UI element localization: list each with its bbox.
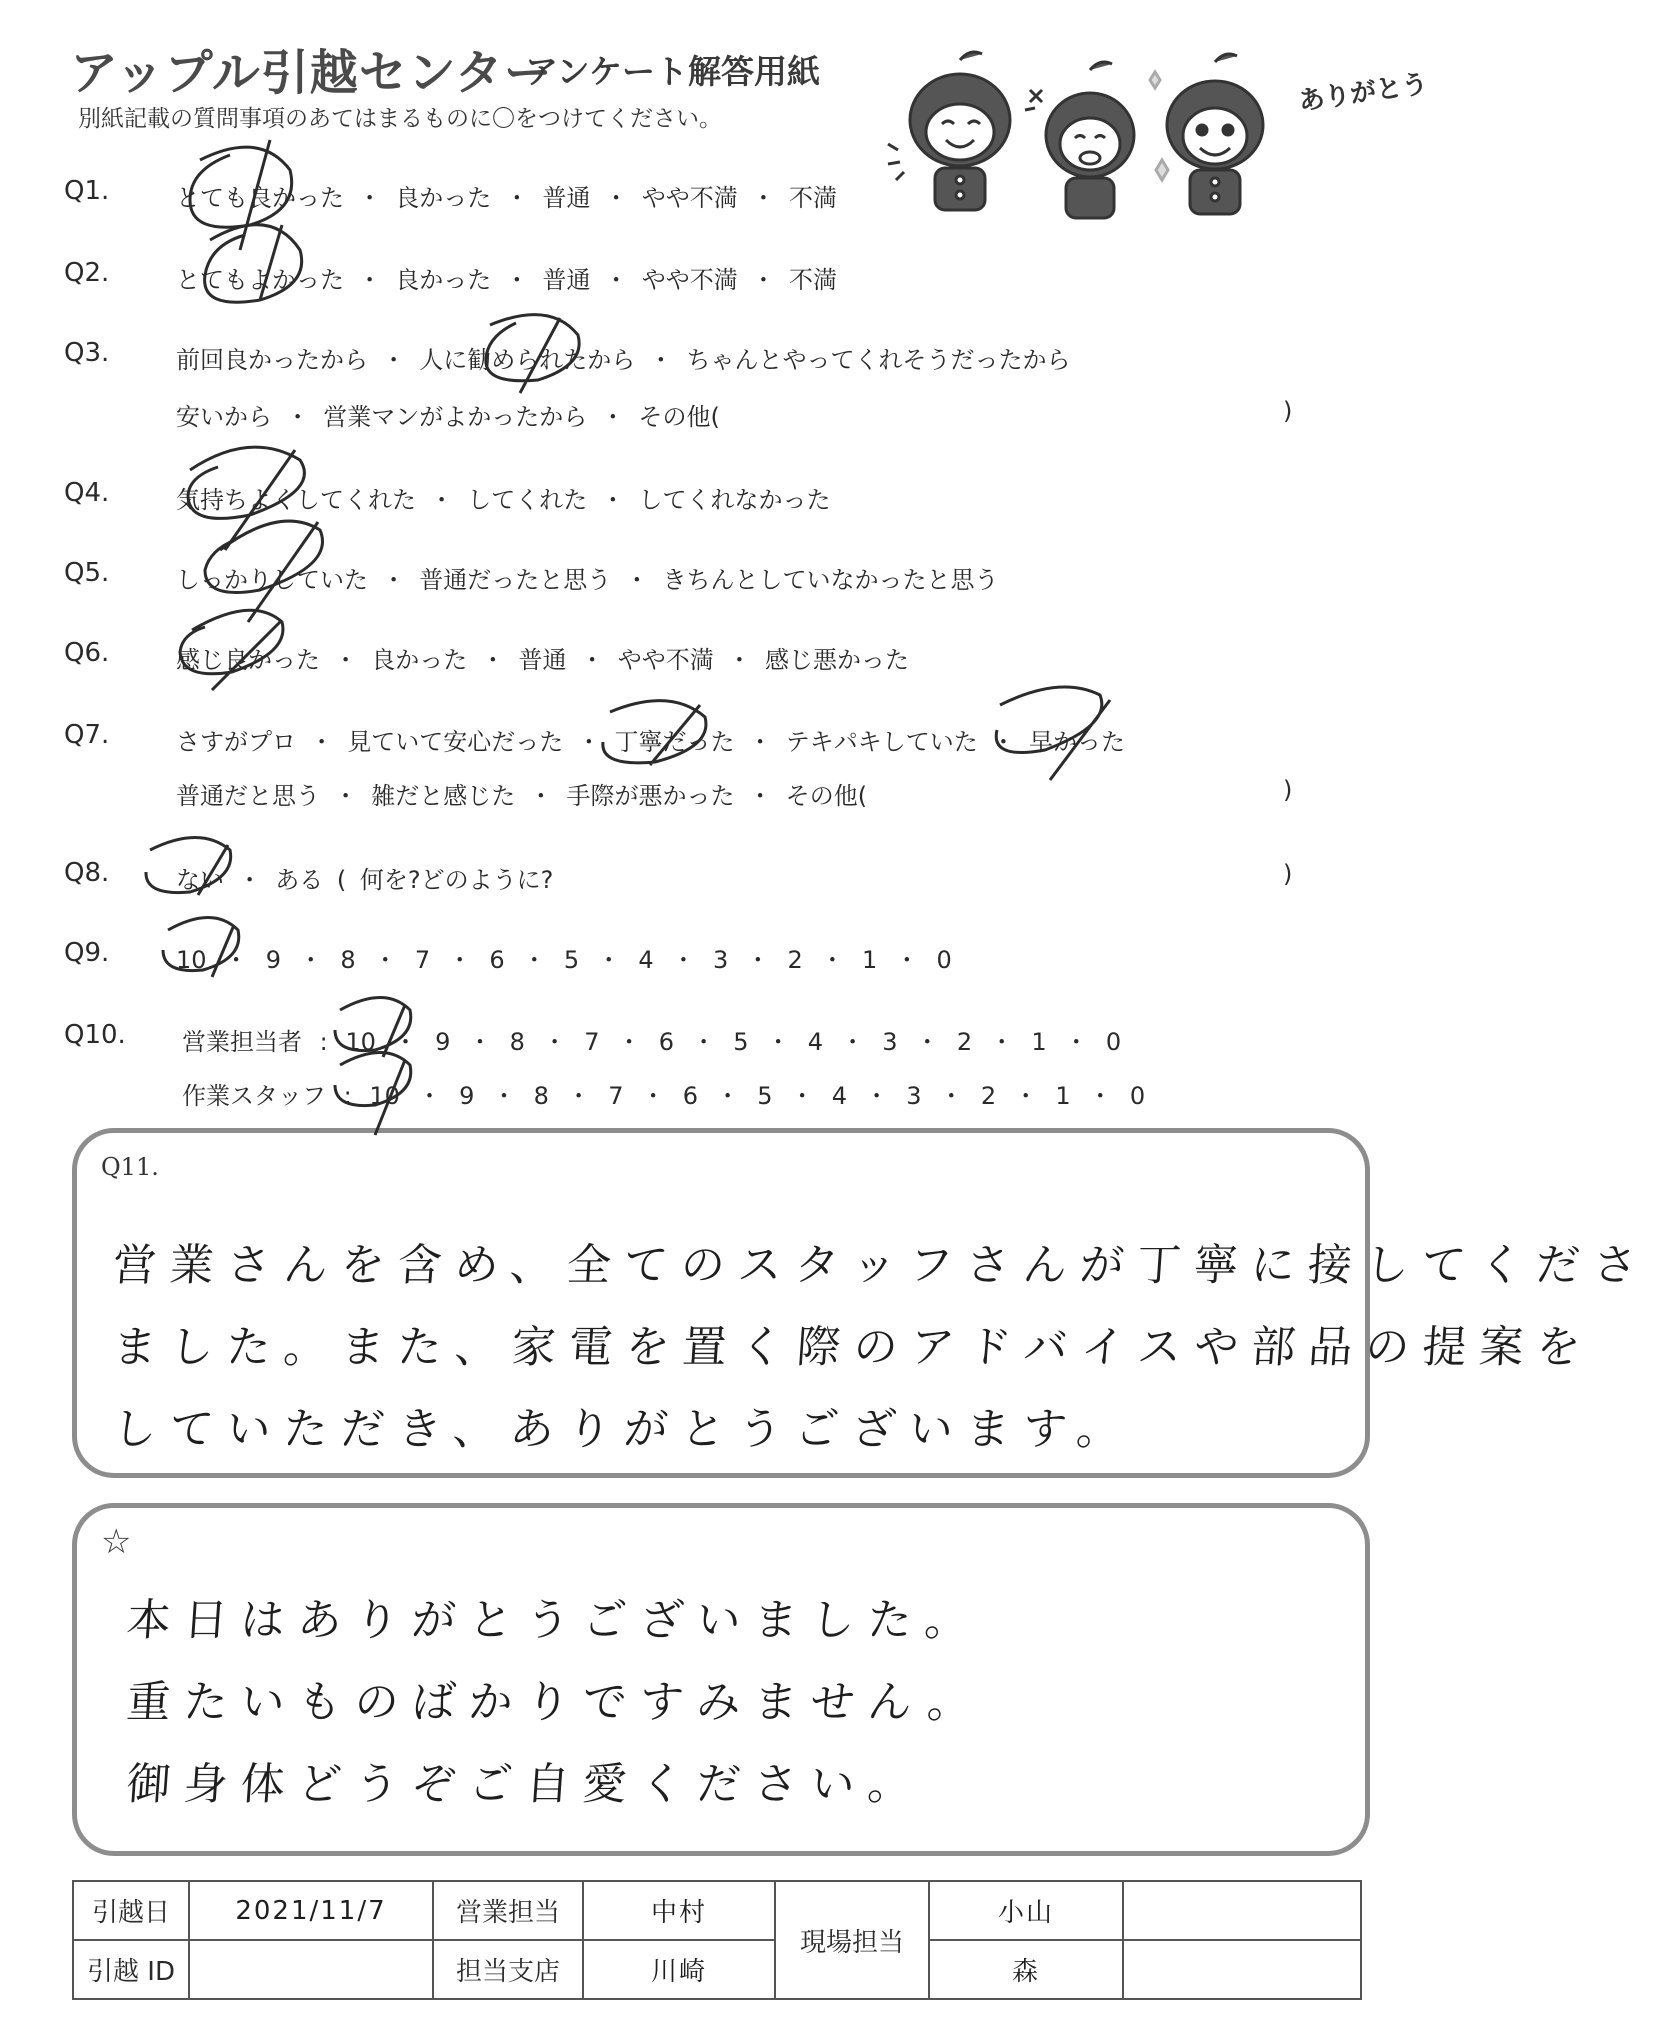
- q8-label: Q8.: [64, 858, 110, 888]
- sales-name[interactable]: 中村: [583, 1881, 775, 1940]
- move-id-label: 引越 ID: [73, 1940, 189, 1999]
- q10-sales-scale[interactable]: 営業担当者 : 10 ・ 9 ・ 8 ・ 7 ・ 6 ・ 5 ・ 4 ・ 3 ・ 2 ・ 1 ・ 0: [182, 1028, 1122, 1056]
- q11-comment-line: していただき、ありがとうございます。: [110, 1404, 1136, 1455]
- q11-comment-box[interactable]: [72, 1128, 1652, 1478]
- sales-label: 営業担当: [433, 1881, 583, 1940]
- site-name-2[interactable]: 森: [929, 1940, 1123, 1999]
- q3-options-line1[interactable]: 前回良かったから ・ 人に勧められたから ・ ちゃんとやってくれそうだったから: [176, 346, 1071, 374]
- q2-label: Q2.: [64, 258, 110, 288]
- empty-cell: [1123, 1881, 1361, 1940]
- q8-close-paren: ): [1283, 860, 1293, 888]
- mascot-illustration: [880, 40, 1430, 230]
- q3-label: Q3.: [64, 338, 110, 368]
- message-box[interactable]: [72, 1503, 1370, 1856]
- q11-comment-line: 営業さんを含め、全てのスタッフさんが丁寧に接してくださ: [110, 1240, 1652, 1291]
- site-label: 現場担当: [775, 1881, 929, 1999]
- q6-label: Q6.: [64, 638, 110, 668]
- message-line: 重たいものばかりですみません。: [124, 1677, 987, 1728]
- q8-options[interactable]: ない ・ ある ( 何を?どのように?: [176, 866, 554, 894]
- q11-box-label: Q11.: [101, 1153, 159, 1181]
- q7-close-paren: ): [1283, 776, 1293, 804]
- q10-label: Q10.: [64, 1020, 126, 1050]
- mascot-monkey-1: [888, 52, 1010, 210]
- branch-label: 担当支店: [433, 1940, 583, 1999]
- q6-options[interactable]: 感じ良かった ・ 良かった ・ 普通 ・ やや不満 ・ 感じ悪かった: [176, 646, 910, 674]
- star-icon: ☆: [101, 1522, 132, 1562]
- q9-label: Q9.: [64, 938, 110, 968]
- footer-table: [72, 1880, 1362, 2000]
- q1-options[interactable]: とても良かった ・ 良かった ・ 普通 ・ やや不満 ・ 不満: [176, 184, 838, 212]
- move-date-label: 引越日: [73, 1881, 189, 1940]
- q7-options-line2[interactable]: 普通だと思う ・ 雑だと感じた ・ 手際が悪かった ・ その他(: [176, 782, 868, 810]
- move-date-value[interactable]: 2021/11/7: [189, 1881, 433, 1940]
- q5-label: Q5.: [64, 558, 110, 588]
- q4-label: Q4.: [64, 478, 110, 508]
- q7-options-line1[interactable]: さすがプロ ・ 見ていて安心だった ・ 丁寧だった ・ テキパキしていた ・ 早かった: [176, 728, 1126, 756]
- q11-comment-line: ました。また、家電を置く際のアドバイスや部品の提案を: [110, 1322, 1596, 1373]
- q1-label: Q1.: [64, 176, 110, 206]
- q3-options-line2[interactable]: 安いから ・ 営業マンがよかったから ・ その他(: [176, 403, 720, 431]
- branch-name[interactable]: 川崎: [583, 1940, 775, 1999]
- instruction-text: 別紙記載の質問事項のあてはまるものに〇をつけてください。: [78, 106, 722, 132]
- q7-label: Q7.: [64, 720, 110, 750]
- q4-options[interactable]: 気持ちよくしてくれた ・ してくれた ・ してくれなかった: [176, 486, 831, 514]
- mascot-monkey-2: [1025, 62, 1134, 218]
- form-name: アンケート解答用紙: [525, 52, 821, 91]
- message-line: 御身体どうぞご自愛ください。: [124, 1759, 927, 1810]
- message-line: 本日はありがとうございました。: [124, 1595, 984, 1646]
- q3-close-paren: ): [1283, 397, 1293, 425]
- mascot-monkey-3: [1150, 54, 1263, 214]
- q9-scale[interactable]: 10 ・ 9 ・ 8 ・ 7 ・ 6 ・ 5 ・ 4 ・ 3 ・ 2 ・ 1 ・ 0: [176, 946, 952, 974]
- empty-cell: [1123, 1940, 1361, 1999]
- company-title: アップル引越センター: [70, 45, 553, 101]
- site-name-1[interactable]: 小山: [929, 1881, 1123, 1940]
- mascot-caption: ありがとう: [1296, 69, 1430, 117]
- q2-options[interactable]: とてもよかった ・ 良かった ・ 普通 ・ やや不満 ・ 不満: [176, 266, 838, 294]
- q10-staff-scale[interactable]: 作業スタッフ : 10 ・ 9 ・ 8 ・ 7 ・ 6 ・ 5 ・ 4 ・ 3 ・ 2 ・ 1 ・ 0: [182, 1082, 1146, 1110]
- move-id-value[interactable]: [189, 1940, 433, 1999]
- q5-options[interactable]: しっかりしていた ・ 普通だったと思う ・ きちんとしていなかったと思う: [176, 566, 999, 594]
